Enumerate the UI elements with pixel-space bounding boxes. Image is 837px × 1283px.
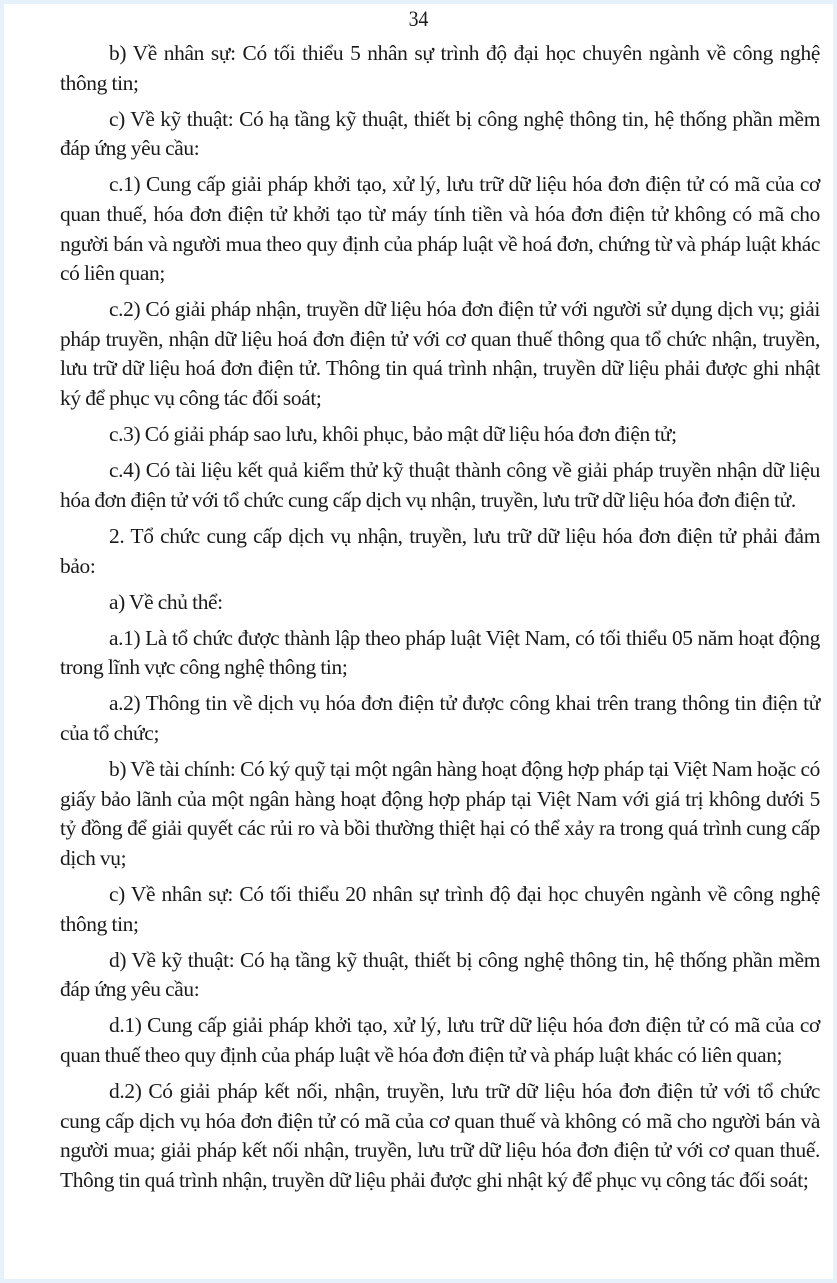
paragraph-b-finance: b) Về tài chính: Có ký quỹ tại một ngân hàng hoạt động hợp pháp tại Việt Nam hoặc có giấy bảo lãnh của một ngân hàng hoạt động hợp pháp tại Việt Nam với giá trị không dưới 5 tỷ đồng để giải quyết các rủi ro và bồi thường thiệt hại có thể xảy ra trong quá trình cung cấp dịch vụ;	[60, 757, 820, 870]
paragraph-d2: d.2) Có giải pháp kết nối, nhận, truyền, lưu trữ dữ liệu hóa đơn điện tử với tổ chức cung cấp dịch vụ hóa đơn điện tử có mã của cơ quan thuế và không có mã cho người bán và người mua; giải pháp kết nối nhận, truyền, lưu trữ dữ liệu hóa đơn điện tử với cơ quan thuế. Thông tin quá trình nhận, truyền dữ liệu phải được ghi nhật ký để phục vụ công tác đối soát;	[60, 1079, 820, 1192]
paragraph-d1: d.1) Cung cấp giải pháp khởi tạo, xử lý, lưu trữ dữ liệu hóa đơn điện tử có mã của cơ quan thuế theo quy định của pháp luật về hóa đơn điện tử và pháp luật khác có liên quan;	[60, 1013, 820, 1067]
paragraph-c4: c.4) Có tài liệu kết quả kiểm thử kỹ thuật thành công về giải pháp truyền nhận dữ liệu hóa đơn điện tử với tổ chức cung cấp dịch vụ nhận, truyền, lưu trữ dữ liệu hóa đơn điện tử.	[60, 458, 820, 512]
paragraph-c2: c.2) Có giải pháp nhận, truyền dữ liệu hóa đơn điện tử với người sử dụng dịch vụ; giải pháp truyền, nhận dữ liệu hoá đơn điện tử với cơ quan thuế thông qua tổ chức nhận, truyền, lưu trữ dữ liệu hoá đơn điện tử. Thông tin quá trình nhận, truyền dữ liệu phải được ghi nhật ký để phục vụ công tác đối soát;	[60, 297, 820, 411]
paragraph-b-personnel: b) Về nhân sự: Có tối thiểu 5 nhân sự trình độ đại học chuyên ngành về công nghệ thông tin;	[60, 41, 820, 95]
paragraph-d-technical: d) Về kỹ thuật: Có hạ tầng kỹ thuật, thiết bị công nghệ thông tin, hệ thống phần mềm đáp ứng yêu cầu:	[60, 947, 820, 1002]
paragraph-a1: a.1) Là tổ chức được thành lập theo pháp luật Việt Nam, có tối thiểu 05 năm hoạt động trong lĩnh vực công nghệ thông tin;	[60, 625, 820, 680]
paragraph-c-technical: c) Về kỹ thuật: Có hạ tầng kỹ thuật, thiết bị công nghệ thông tin, hệ thống phần mềm đáp ứng yêu cầu:	[60, 106, 820, 161]
paragraph-a-subject: a) Về chủ thể:	[109, 589, 223, 614]
document-body	[60, 39, 820, 1202]
paragraph-c-personnel: c) Về nhân sự: Có tối thiểu 20 nhân sự trình độ đại học chuyên ngành về công nghệ thông tin;	[60, 881, 820, 936]
paragraph-c3: c.3) Có giải pháp sao lưu, khôi phục, bảo mật dữ liệu hóa đơn điện tử;	[109, 422, 677, 447]
paragraph-2-provider: 2. Tổ chức cung cấp dịch vụ nhận, truyền, lưu trữ dữ liệu hóa đơn điện tử phải đảm bảo:	[60, 523, 820, 578]
document-page	[4, 4, 833, 1279]
paragraph-a2: a.2) Thông tin về dịch vụ hóa đơn điện tử được công khai trên trang thông tin điện tử của tổ chức;	[60, 691, 820, 745]
page-number: 34	[408, 6, 429, 31]
paragraph-c1: c.1) Cung cấp giải pháp khởi tạo, xử lý, lưu trữ dữ liệu hóa đơn điện tử có mã của cơ quan thuế, hóa đơn điện tử khởi tạo từ máy tính tiền và hóa đơn điện tử không có mã cho người bán và người mua theo quy định của pháp luật về hoá đơn, chứng từ và pháp luật khác có liên quan;	[60, 172, 820, 286]
